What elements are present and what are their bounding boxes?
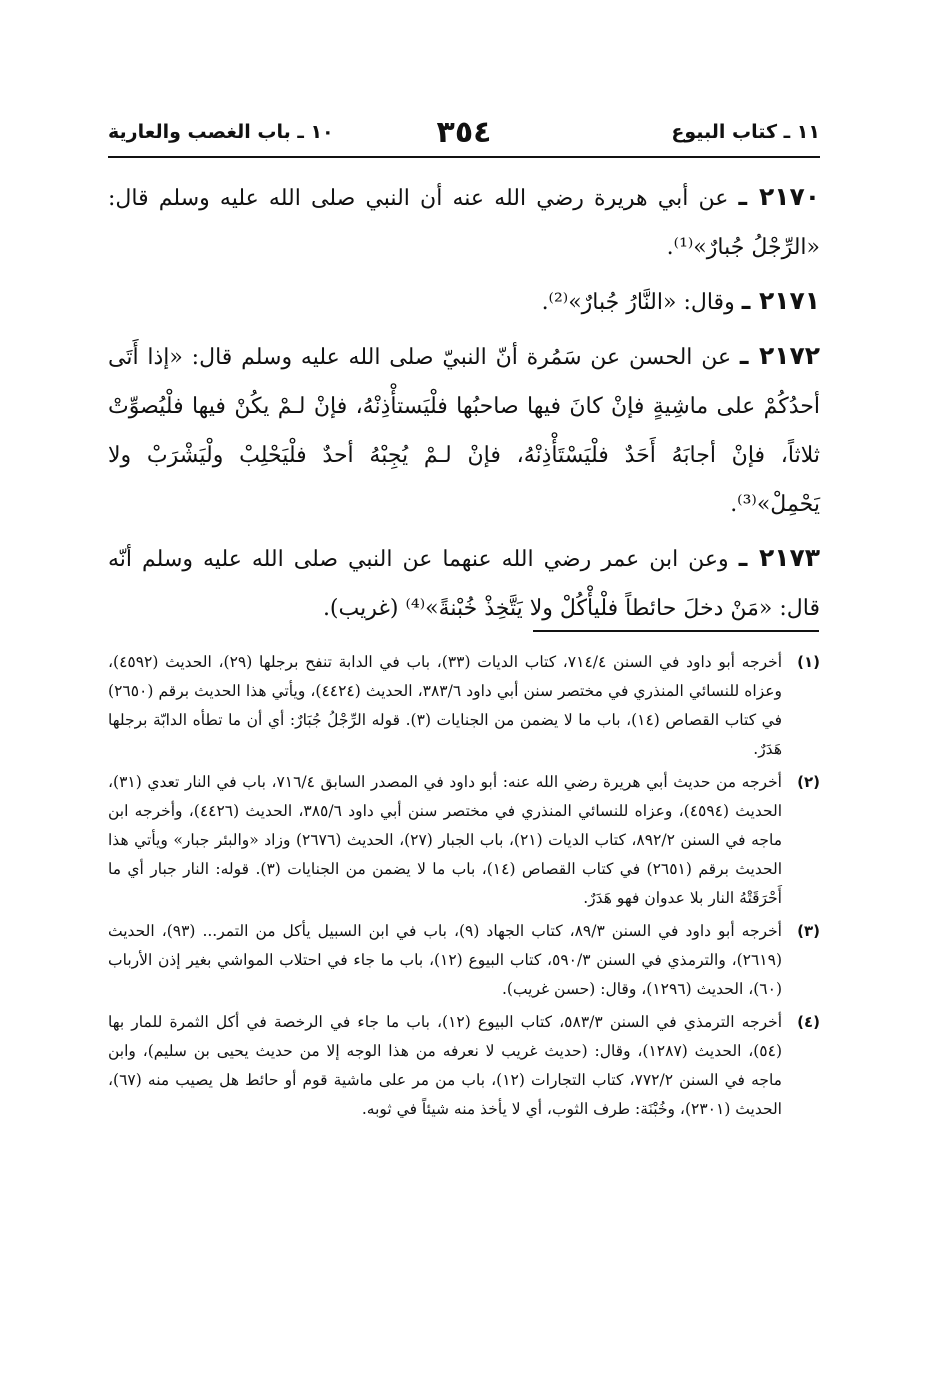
footnote-text: أخرجه الترمذي في السنن ٥٨٣/٣، كتاب البيوع (١٢)، باب ما جاء في الرخصة في أكل الثمرة للمار بها (٥٤)، الحديث (١٢٨٧)، وقال: (حديث غريب لا نعرفه من هذا الوجه إلا من حديث يحيى بن سليم)، وابن ماجه في السنن ٧٧٢/٢، كتاب التجارات (١٢)، باب من مر على ماشية قوم أو حائط هل يصيب منه (٦٧)، الحديث (٢٣٠١)، وخُبْنَة: طرف الثوب، أي لا يأخذ منه شيئاً في ثوبه. [108, 1013, 783, 1118]
hadith-number: ٢١٧١ ـ [741, 286, 820, 315]
hadith-text: عن الحسن عن سَمُرة أنّ النبيّ صلى الله عليه وسلم قال: «إذا أَتَى أحدُكُمْ على ماشِيةٍ فإنْ كانَ فيها صاحبُها فلْيَستأْذِنْهُ، فإنْ لـمْ يكُنْ فيها فلْيُصوِّتْ ثلاثاً، فإنْ أجابَهُ أَحَدٌ فلْيَسْتَأْذِنْهُ، فإنْ لـمْ يُجِبْهُ أحدٌ فلْيَحْلِبْ ولْيَشْرَبْ ولا يَحْمِلْ»⁽³⁾. [108, 345, 820, 517]
footnote-3 [108, 917, 820, 1004]
footnote-separator [533, 630, 819, 632]
footnote-text: أخرجه أبو داود في السنن ٧١٤/٤، كتاب الديات (٣٣)، باب في الدابة تنفح برجلها (٢٩)، الحديث (٤٥٩٢)، وعزاه للنسائي المنذري في مختصر سنن أبي داود ٣٨٣/٦، الحديث (٤٤٢٤)، ويأتي هذا الحديث برقم (٢٦٥٠) في كتاب القصاص (١٤)، باب ما لا يضمن من الجنايات (٣). قوله الرِّجْلُ جُبَارٌ: أي أن ما تطأه الدابّة برجلها هَدَرٌ. [108, 653, 783, 758]
page-number: ٣٥٤ [436, 114, 492, 150]
hadith-text-body [108, 172, 820, 637]
section-title: ١٠ ـ باب الغصب والعارية [108, 121, 334, 143]
hadith-text: وعن ابن عمر رضي الله عنهما عن النبي صلى الله عليه وسلم أنّه قال: «مَنْ دخلَ حائطاً فلْيأْكُلْ ولا يَتَّخِذْ خُبْنةً»⁽⁴⁾ (غريب). [108, 547, 820, 621]
footnote-mark: (٣) [797, 922, 820, 940]
page-header [108, 112, 820, 158]
hadith-text: عن أبي هريرة رضي الله عنه أن النبي صلى الله عليه وسلم قال: «الرِّجْلُ جُبارٌ»⁽¹⁾. [108, 186, 820, 260]
footnote-mark: (١) [797, 653, 820, 671]
hadith-text: وقال: «النَّارُ جُبارٌ»⁽²⁾. [541, 290, 735, 315]
footnote-mark: (٢) [797, 773, 820, 791]
hadith-2171 [108, 276, 820, 327]
footnote-mark: (٤) [797, 1013, 820, 1031]
hadith-2170 [108, 172, 820, 272]
hadith-number: ٢١٧٢ ـ [739, 341, 821, 370]
hadith-2172 [108, 331, 820, 529]
footnote-text: أخرجه أبو داود في السنن ٨٩/٣، كتاب الجهاد (٩)، باب في ابن السبيل يأكل من التمر... (٩٣)، الحديث (٢٦١٩)، والترمذي في السنن ٥٩٠/٣، كتاب البيوع (١٢)، باب ما جاء في احتلاب المواشي بغير إذن الأرباب (٦٠)، الحديث (١٢٩٦)، وقال: (حسن غريب). [108, 922, 783, 998]
hadith-number: ٢١٧٣ ـ [738, 543, 820, 572]
hadith-2173 [108, 533, 820, 633]
chapter-title: ١١ ـ كتاب البيوع [671, 121, 820, 143]
footnote-4 [108, 1008, 820, 1124]
footnotes [108, 648, 820, 1128]
footnote-text: أخرجه من حديث أبي هريرة رضي الله عنه: أبو داود في المصدر السابق ٧١٦/٤، باب في النار تعدي (٣١)، الحديث (٤٥٩٤)، وعزاه للنسائي المنذري في مختصر سنن أبي داود ٣٨٥/٦، الحديث (٤٤٢٦)، وأخرجه ابن ماجه في السنن ٨٩٢/٢، كتاب الديات (٢١)، باب الجبار (٢٧)، الحديث (٢٦٧٦) وزاد «والبئر جبار» ويأتي هذا الحديث برقم (٢٦٥١) في كتاب القصاص (١٤)، باب ما لا يضمن من الجنايات (٣). قوله: النار جبار أي ما أَحْرَقَتْهُ النار بلا عدوان فهو هَدَرٌ. [108, 773, 783, 907]
footnote-1 [108, 648, 820, 764]
hadith-number: ٢١٧٠ ـ [738, 182, 820, 211]
footnote-2 [108, 768, 820, 913]
